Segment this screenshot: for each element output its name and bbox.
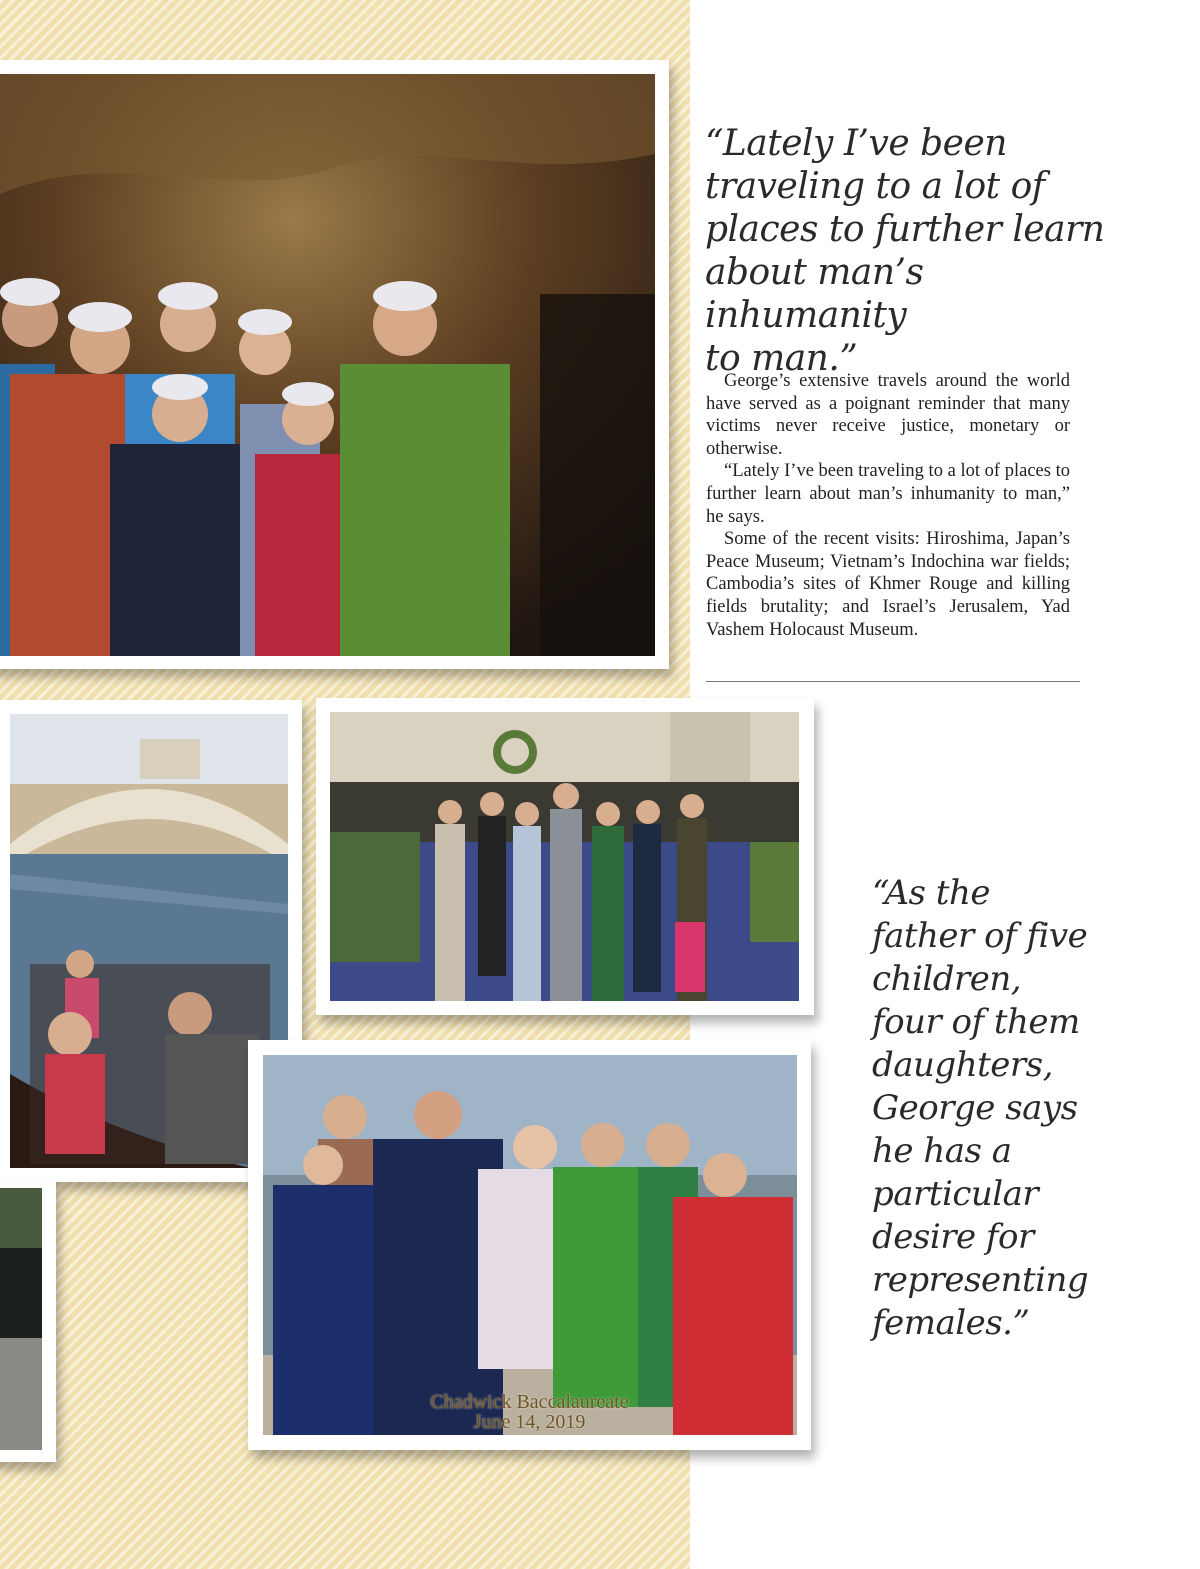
pull-quote-line: females.” [872, 1303, 1030, 1343]
pull-quote-line: “As the [872, 873, 990, 913]
section-divider [706, 681, 1080, 682]
article-paragraph: Some of the recent visits: Hiroshima, Japan’s Peace Museum; Vietnam’s Indochina war fields; Cambodia’s sites of Khmer Rouge and killing fields brutality; and Israel’s Jerusalem, Yad Vashem Holocaust Museum. [706, 529, 1070, 640]
pull-quote-line: to man.” [705, 338, 858, 379]
pull-quote-line: traveling to a lot of [705, 166, 1045, 207]
article-paragraph: “Lately I’ve been traveling to a lot of places to further learn about man’s inhumanity to man,” he says. [706, 461, 1070, 527]
hawaii-lei-group-photo [316, 698, 814, 1015]
caption-date: June 14, 2019 [473, 1411, 586, 1433]
pull-quote-line: daughters, [872, 1045, 1053, 1085]
pull-quote-line: about man’s inhumanity [705, 252, 924, 336]
cave-family-photo [0, 60, 669, 669]
pull-quote-line: four of them [872, 1002, 1080, 1042]
pull-quote-daughters [872, 872, 1172, 1345]
pull-quote-line: places to further learn [705, 209, 1105, 250]
pull-quote-line: children, [872, 959, 1022, 999]
pull-quote-line: desire for [872, 1217, 1034, 1257]
pull-quote-line: he has a [872, 1131, 1012, 1171]
pull-quote-travel [705, 122, 1105, 380]
photo-caption [248, 1392, 811, 1432]
pull-quote-line: representing [872, 1260, 1089, 1300]
baccalaureate-family-photo [248, 1040, 811, 1450]
caption-event: Chadwick Baccalaureate [430, 1391, 629, 1413]
pull-quote-line: George says [872, 1088, 1078, 1128]
pull-quote-line: “Lately I’ve been [705, 123, 1007, 164]
pull-quote-line: particular [872, 1174, 1039, 1214]
cropped-memorial-photo [0, 1182, 56, 1462]
article-paragraph: George’s extensive travels around the world have served as a poignant reminder that many victims never receive justice, monetary or otherwise. [706, 371, 1070, 459]
article-body [706, 370, 1070, 641]
pull-quote-line: father of five [872, 916, 1088, 956]
